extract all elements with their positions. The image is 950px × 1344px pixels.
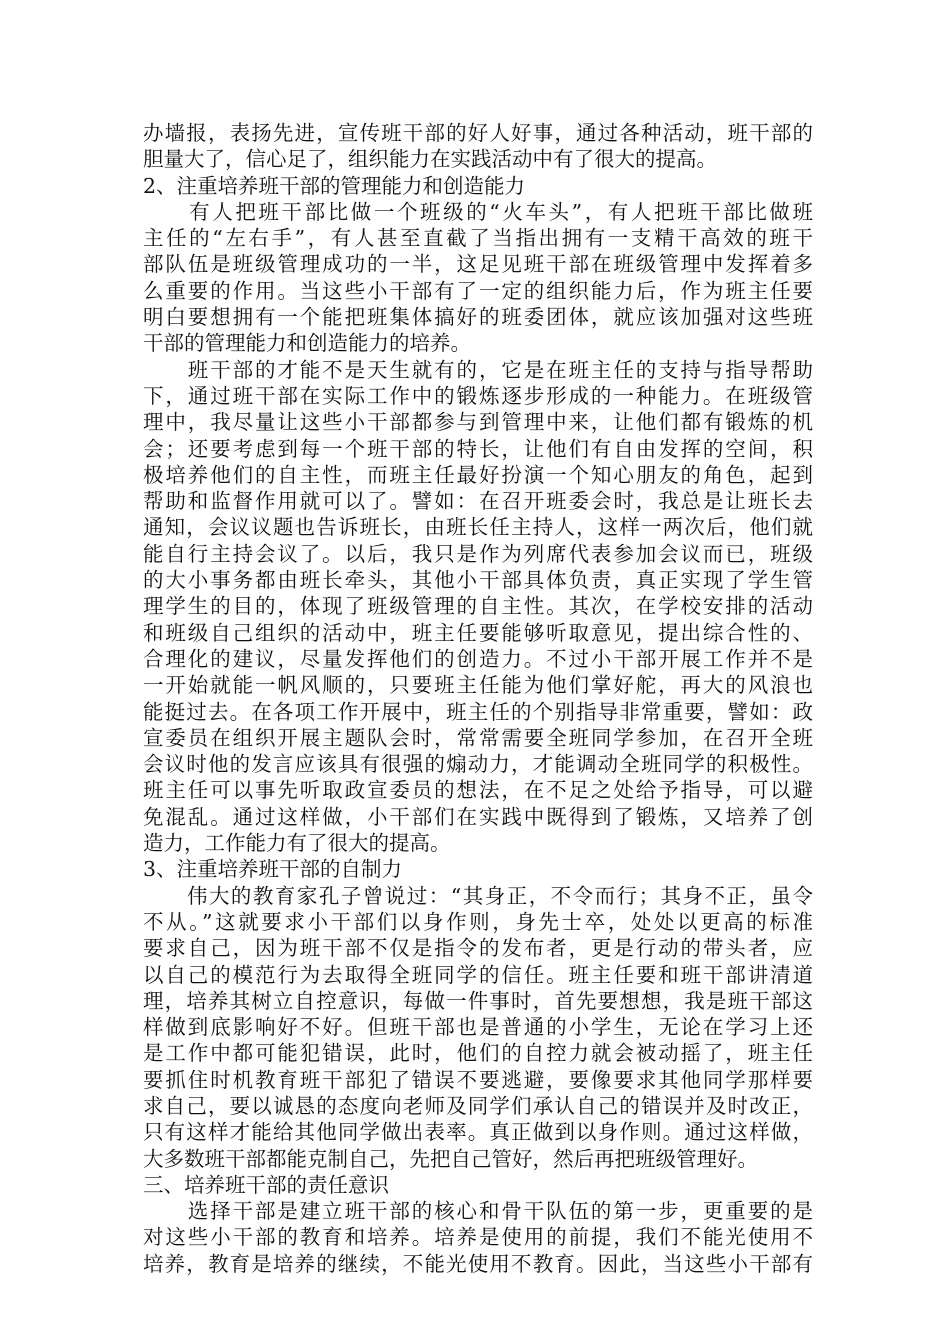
paragraph-line: 么重要的作用。当这些小干部有了一定的组织能力后，作为班主任要 <box>143 278 813 303</box>
section-heading: 三、培养班干部的责任意识 <box>143 1172 389 1197</box>
paragraph-line: 宣委员在组织开展主题队会时，常常需要全班同学参加，在召开全班 <box>143 725 813 750</box>
paragraph-line: 办墙报，表扬先进，宣传班干部的好人好事，通过各种活动，班干部的 <box>143 121 813 145</box>
paragraph-line: 对这些小干部的教育和培养。培养是使用的前提，我们不能光使用不 <box>143 1225 813 1250</box>
paragraph-line: 极培养他们的自主性，而班主任最好扮演一个知心朋友的角色，起到 <box>143 462 813 487</box>
section-heading: 3、注重培养班干部的自制力 <box>143 857 403 882</box>
paragraph-line: 选择干部是建立班干部的核心和骨干队伍的第一步，更重要的是 <box>143 1199 813 1224</box>
paragraph-line: 班干部的才能不是天生就有的，它是在班主任的支持与指导帮助 <box>143 357 813 382</box>
paragraph-line: 能自行主持会议了。以后，我只是作为列席代表参加会议而已，班级 <box>143 541 813 566</box>
paragraph-line: 要抓住时机教育班干部犯了错误不要逃避，要像要求其他同学那样要 <box>143 1067 813 1092</box>
paragraph-line: 班主任可以事先听取政宣委员的想法，在不足之处给予指导，可以避 <box>143 778 813 803</box>
paragraph-line: 以自己的模范行为去取得全班同学的信任。班主任要和班干部讲清道 <box>143 962 813 987</box>
paragraph-line: 求自己，要以诚恳的态度向老师及同学们承认自己的错误并及时改正， <box>143 1093 813 1118</box>
paragraph-line: 胆量大了，信心足了，组织能力在实践活动中有了很大的提高。 <box>143 147 717 172</box>
paragraph-line: 干部的管理能力和创造能力的培养。 <box>143 331 471 356</box>
paragraph-line: 造力，工作能力有了很大的提高。 <box>143 831 451 856</box>
paragraph-line: 通知，会议议题也告诉班长，由班长任主持人，这样一两次后，他们就 <box>143 515 813 540</box>
paragraph-line: 主任的“左右手”，有人甚至直截了当指出拥有一支精干高效的班干 <box>143 226 813 251</box>
document-body <box>143 120 813 1277</box>
paragraph-line: 会；还要考虑到每一个班干部的特长，让他们有自由发挥的空间，积 <box>143 436 813 461</box>
paragraph-line: 下，通过班干部在实际工作中的锻炼逐步形成的一种能力。在班级管 <box>143 383 813 408</box>
paragraph-line: 会议时他的发言应该具有很强的煽动力，才能调动全班同学的积极性。 <box>143 752 813 777</box>
paragraph-line: 理中，我尽量让这些小干部都参与到管理中来，让他们都有锻炼的机 <box>143 410 813 435</box>
paragraph-line: 和班级自己组织的活动中，班主任要能够听取意见，提出综合性的、 <box>143 620 813 645</box>
paragraph-line: 样做到底影响好不好。但班干部也是普通的小学生，无论在学习上还 <box>143 1015 813 1040</box>
paragraph-line: 大多数班干部都能克制自己，先把自己管好，然后再把班级管理好。 <box>143 1146 758 1171</box>
paragraph-line: 只有这样才能给其他同学做出表率。真正做到以身作则。通过这样做， <box>143 1120 813 1145</box>
section-heading: 2、注重培养班干部的管理能力和创造能力 <box>143 173 526 198</box>
paragraph-line: 伟大的教育家孔子曾说过：“其身正，不令而行；其身不正，虽令 <box>143 883 813 908</box>
paragraph-line: 不从。”这就要求小干部们以身作则，身先士卒，处处以更高的标准 <box>143 909 813 934</box>
paragraph-line: 免混乱。通过这样做，小干部们在实践中既得到了锻炼，又培养了创 <box>143 804 813 829</box>
paragraph-line: 有人把班干部比做一个班级的“火车头”，有人把班干部比做班 <box>143 199 813 224</box>
paragraph-line: 能挺过去。在各项工作开展中，班主任的个别指导非常重要，譬如：政 <box>143 699 813 724</box>
paragraph-line: 合理化的建议，尽量发挥他们的创造力。不过小干部开展工作并不是 <box>143 646 813 671</box>
paragraph-line: 要求自己，因为班干部不仅是指令的发布者，更是行动的带头者，应 <box>143 936 813 961</box>
paragraph-line: 部队伍是班级管理成功的一半，这足见班干部在班级管理中发挥着多 <box>143 252 813 277</box>
paragraph-line: 的大小事务都由班长牵头，其他小干部具体负责，真正实现了学生管 <box>143 568 813 593</box>
paragraph-line: 理，培养其树立自控意识，每做一件事时，首先要想想，我是班干部这 <box>143 988 813 1013</box>
paragraph-line: 培养，教育是培养的继续，不能光使用不教育。因此，当这些小干部有 <box>143 1251 813 1276</box>
paragraph-line: 明白要想拥有一个能把班集体搞好的班委团体，就应该加强对这些班 <box>143 305 813 330</box>
paragraph-line: 一开始就能一帆风顺的，只要班主任能为他们掌好舵，再大的风浪也 <box>143 673 813 698</box>
paragraph-line: 帮助和监督作用就可以了。譬如：在召开班委会时，我总是让班长去 <box>143 489 813 514</box>
paragraph-line: 理学生的目的，体现了班级管理的自主性。其次，在学校安排的活动 <box>143 594 813 619</box>
paragraph-line: 是工作中都可能犯错误，此时，他们的自控力就会被动摇了，班主任 <box>143 1041 813 1066</box>
